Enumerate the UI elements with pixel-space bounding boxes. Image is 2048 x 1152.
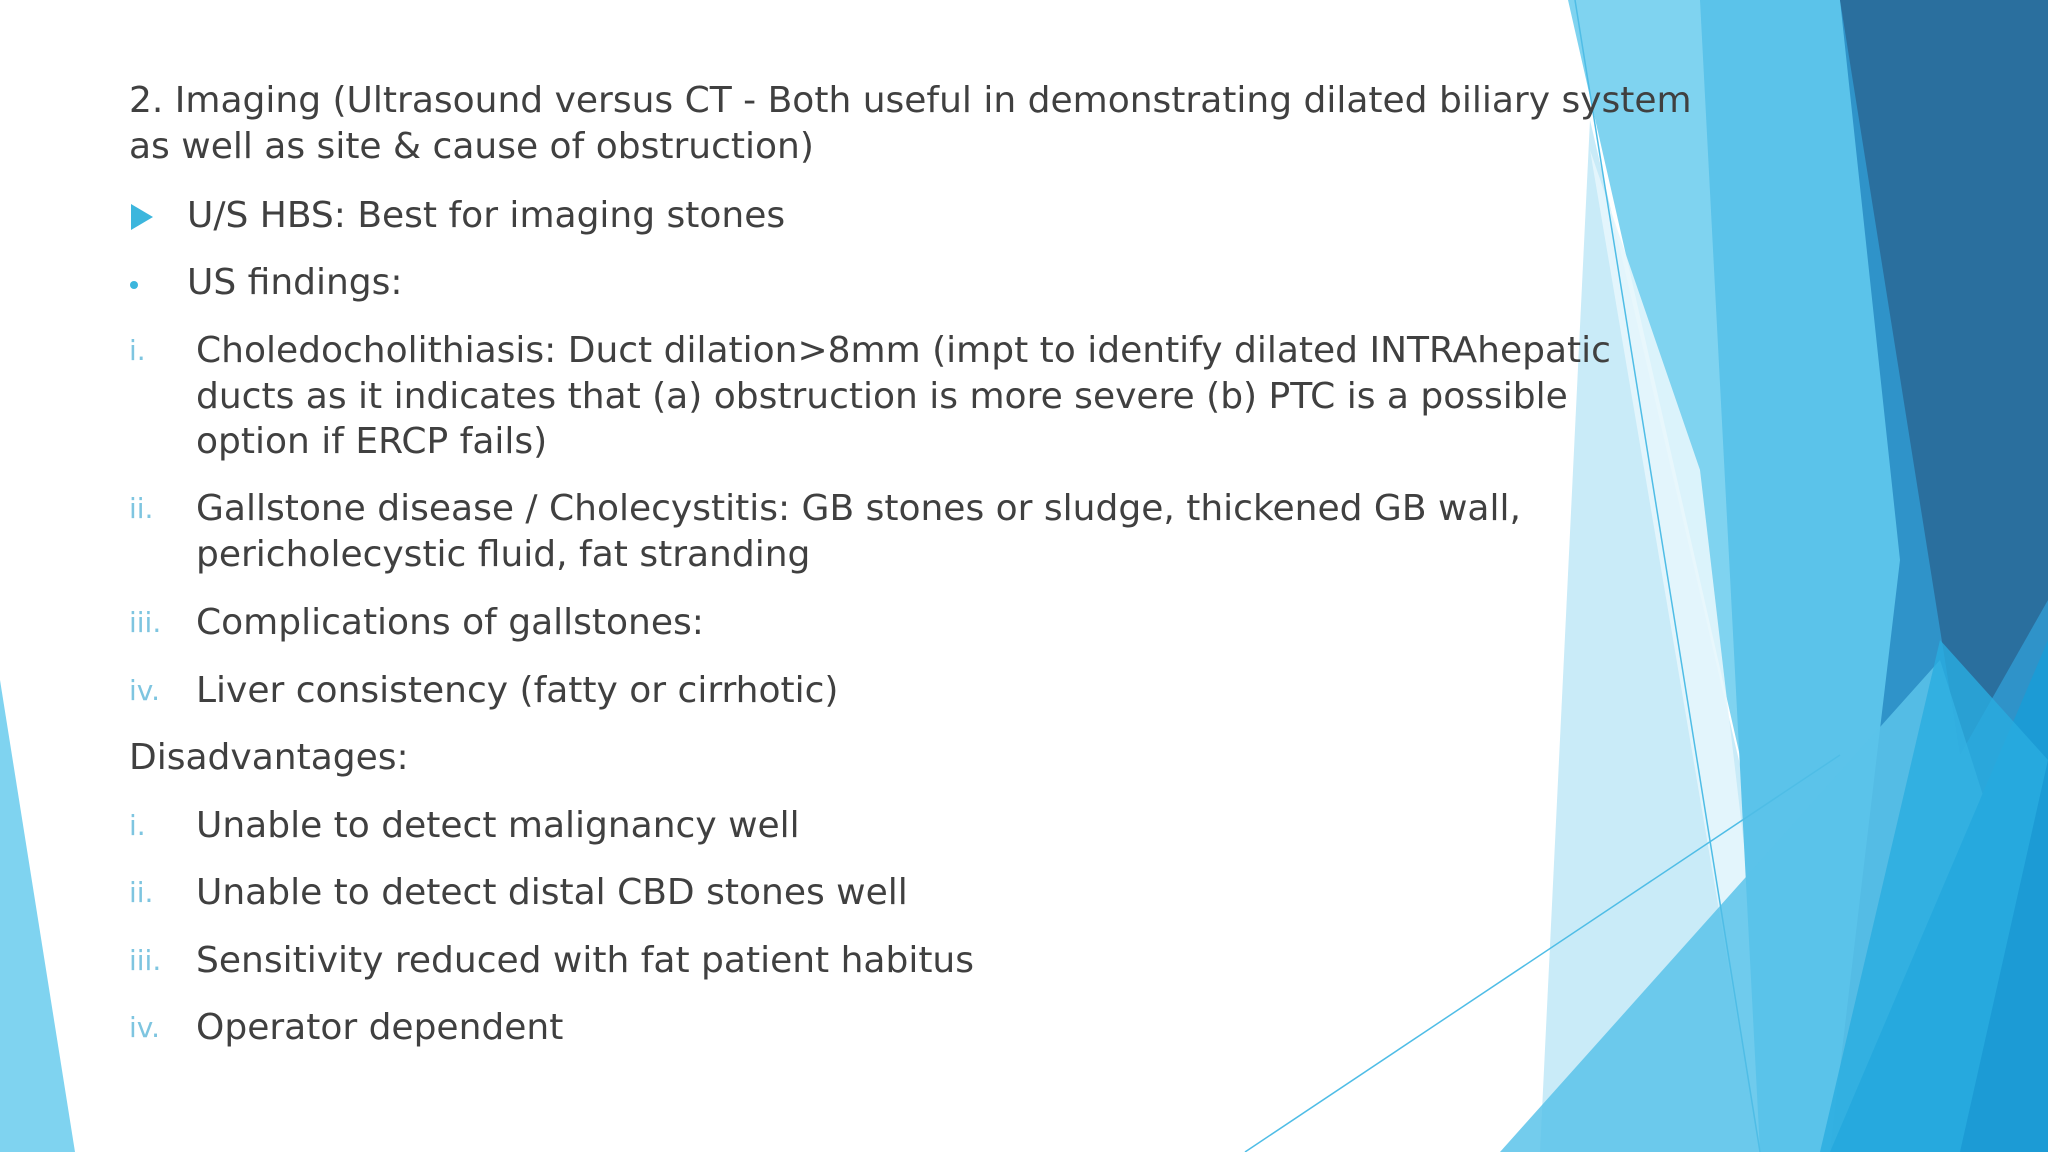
disadvantages-heading: Disadvantages: [129, 737, 409, 778]
bullet-us-findings: US findings: [187, 262, 403, 303]
disadvantage-item-4: Operator dependent [196, 1007, 564, 1048]
finding-numeral-1: i. [129, 334, 146, 367]
finding-numeral-2: ii. [129, 492, 154, 525]
disadvantage-numeral-1: i. [129, 809, 146, 842]
finding-4-line-1: Liver consistency (fatty or cirrhotic) [196, 670, 839, 711]
finding-2-line-1: Gallstone disease / Cholecystitis: GB stones or sludge, thickened GB wall, [196, 488, 1521, 529]
finding-1-line-2: ducts as it indicates that (a) obstruction is more severe (b) PTC is a possible [196, 376, 1568, 417]
heading-line-1: 2. Imaging (Ultrasound versus CT - Both useful in demonstrating dilated biliary system [129, 80, 1692, 121]
disadvantage-item-3: Sensitivity reduced with fat patient habitus [196, 940, 975, 981]
dot-bullet-icon [130, 281, 138, 289]
finding-2-line-2: pericholecystic fluid, fat stranding [196, 534, 811, 575]
finding-1-line-3: option if ERCP fails) [196, 421, 548, 462]
finding-numeral-3: iii. [129, 606, 162, 639]
disadvantage-numeral-2: ii. [129, 876, 154, 909]
disadvantage-item-2: Unable to detect distal CBD stones well [196, 872, 908, 913]
disadvantage-numeral-3: iii. [129, 944, 162, 977]
finding-3-line-1: Complications of gallstones: [196, 602, 704, 643]
finding-1-line-1: Choledocholithiasis: Duct dilation>8mm (impt to identify dilated INTRAhepatic [196, 330, 1611, 371]
disadvantage-numeral-4: iv. [129, 1011, 161, 1044]
heading-line-2: as well as site & cause of obstruction) [129, 126, 814, 167]
finding-numeral-4: iv. [129, 674, 161, 707]
disadvantage-item-1: Unable to detect malignancy well [196, 805, 800, 846]
triangle-bullet-icon [131, 204, 153, 230]
bullet-us-hbs: U/S HBS: Best for imaging stones [187, 195, 786, 236]
